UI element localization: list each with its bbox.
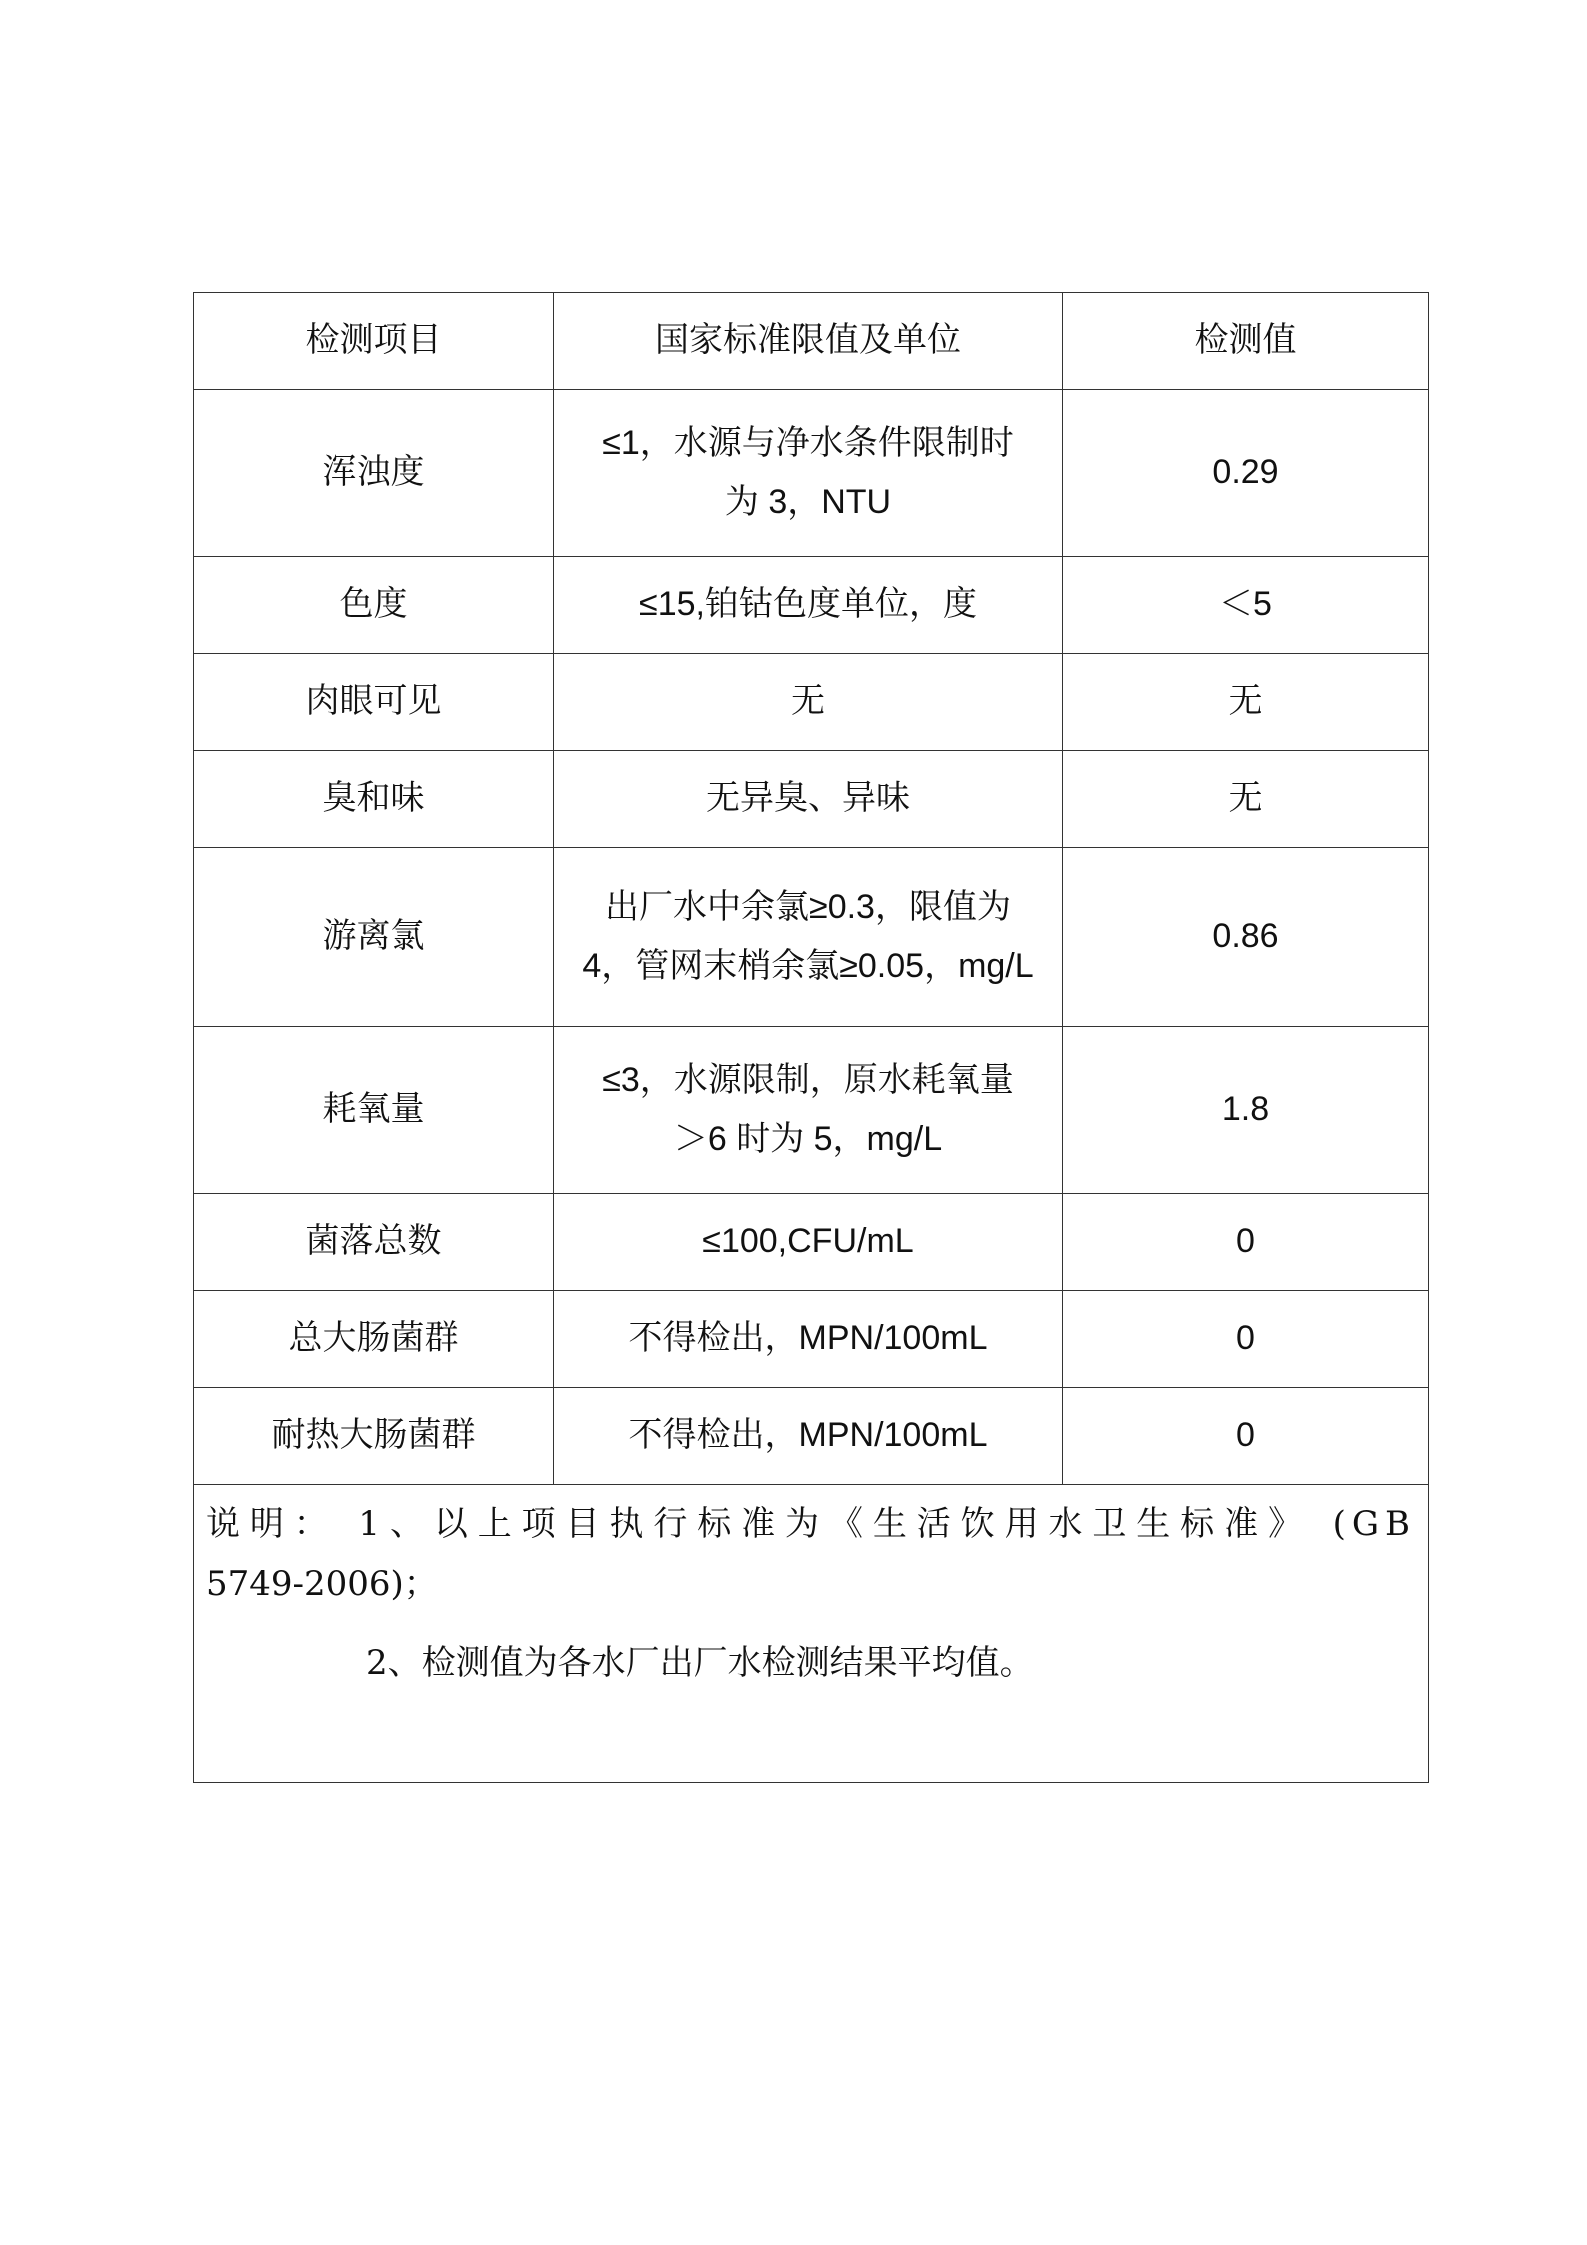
row-standard (554, 1027, 1063, 1194)
header-value: 检测值 (1063, 293, 1429, 390)
table-header-row (194, 293, 1429, 390)
row-standard (554, 390, 1063, 557)
row-value: 无 (1063, 654, 1429, 751)
row-value: 无 (1063, 751, 1429, 848)
row-standard-line1: ≤3，水源限制，原水耗氧量 (602, 1060, 1014, 1099)
row-item: 总大肠菌群 (194, 1291, 554, 1388)
row-item: 游离氯 (194, 848, 554, 1027)
row-value: 1.8 (1063, 1027, 1429, 1194)
notes-cell (194, 1485, 1429, 1783)
row-item: 色度 (194, 557, 554, 654)
row-value: 0.29 (1063, 390, 1429, 557)
row-standard-line2: 4，管网末梢余氯≥0.05，mg/L (582, 947, 1034, 985)
table-row (194, 751, 1429, 848)
row-item: 浑浊度 (194, 390, 554, 557)
header-standard: 国家标准限值及单位 (554, 293, 1063, 390)
row-standard: ≤100,CFU/mL (554, 1194, 1063, 1291)
row-standard: 无异臭、异味 (554, 751, 1063, 848)
note-line-1-cont: 5749-2006)； (206, 1563, 438, 1604)
table-row (194, 1027, 1429, 1194)
table-row (194, 557, 1429, 654)
row-standard: 不得检出，MPN/100mL (554, 1388, 1063, 1485)
row-value: 0 (1063, 1388, 1429, 1485)
row-item: 耗氧量 (194, 1027, 554, 1194)
row-item: 臭和味 (194, 751, 554, 848)
row-value: ＜5 (1063, 557, 1429, 654)
table-row (194, 654, 1429, 751)
table-row (194, 848, 1429, 1027)
row-standard-line2: ＞6 时为 5，mg/L (673, 1120, 943, 1158)
row-item: 肉眼可见 (194, 654, 554, 751)
notes-row (194, 1485, 1429, 1783)
row-item: 耐热大肠菌群 (194, 1388, 554, 1485)
row-standard: ≤15,铂钴色度单位，度 (554, 557, 1063, 654)
row-item: 菌落总数 (194, 1194, 554, 1291)
note-line-1: 说明： 1、以上项目执行标准为《生活饮用水卫生标准》 (GB (206, 1504, 1416, 1544)
header-item: 检测项目 (194, 293, 554, 390)
table-row (194, 1291, 1429, 1388)
row-value: 0.86 (1063, 848, 1429, 1027)
row-standard-line1: 出厂水中余氯≥0.3，限值为 (605, 887, 1011, 926)
note-line-2: 2、检测值为各水厂出厂水检测结果平均值。 (366, 1643, 1034, 1683)
row-value: 0 (1063, 1291, 1429, 1388)
row-standard-line2: 为 3，NTU (724, 483, 892, 521)
row-value: 0 (1063, 1194, 1429, 1291)
row-standard: 不得检出，MPN/100mL (554, 1291, 1063, 1388)
table-row (194, 1194, 1429, 1291)
row-standard-line1: ≤1，水源与净水条件限制时 (602, 423, 1014, 462)
row-standard: 无 (554, 654, 1063, 751)
table-row (194, 1388, 1429, 1485)
water-quality-table (193, 292, 1429, 1783)
table-row (194, 390, 1429, 557)
row-standard (554, 848, 1063, 1027)
